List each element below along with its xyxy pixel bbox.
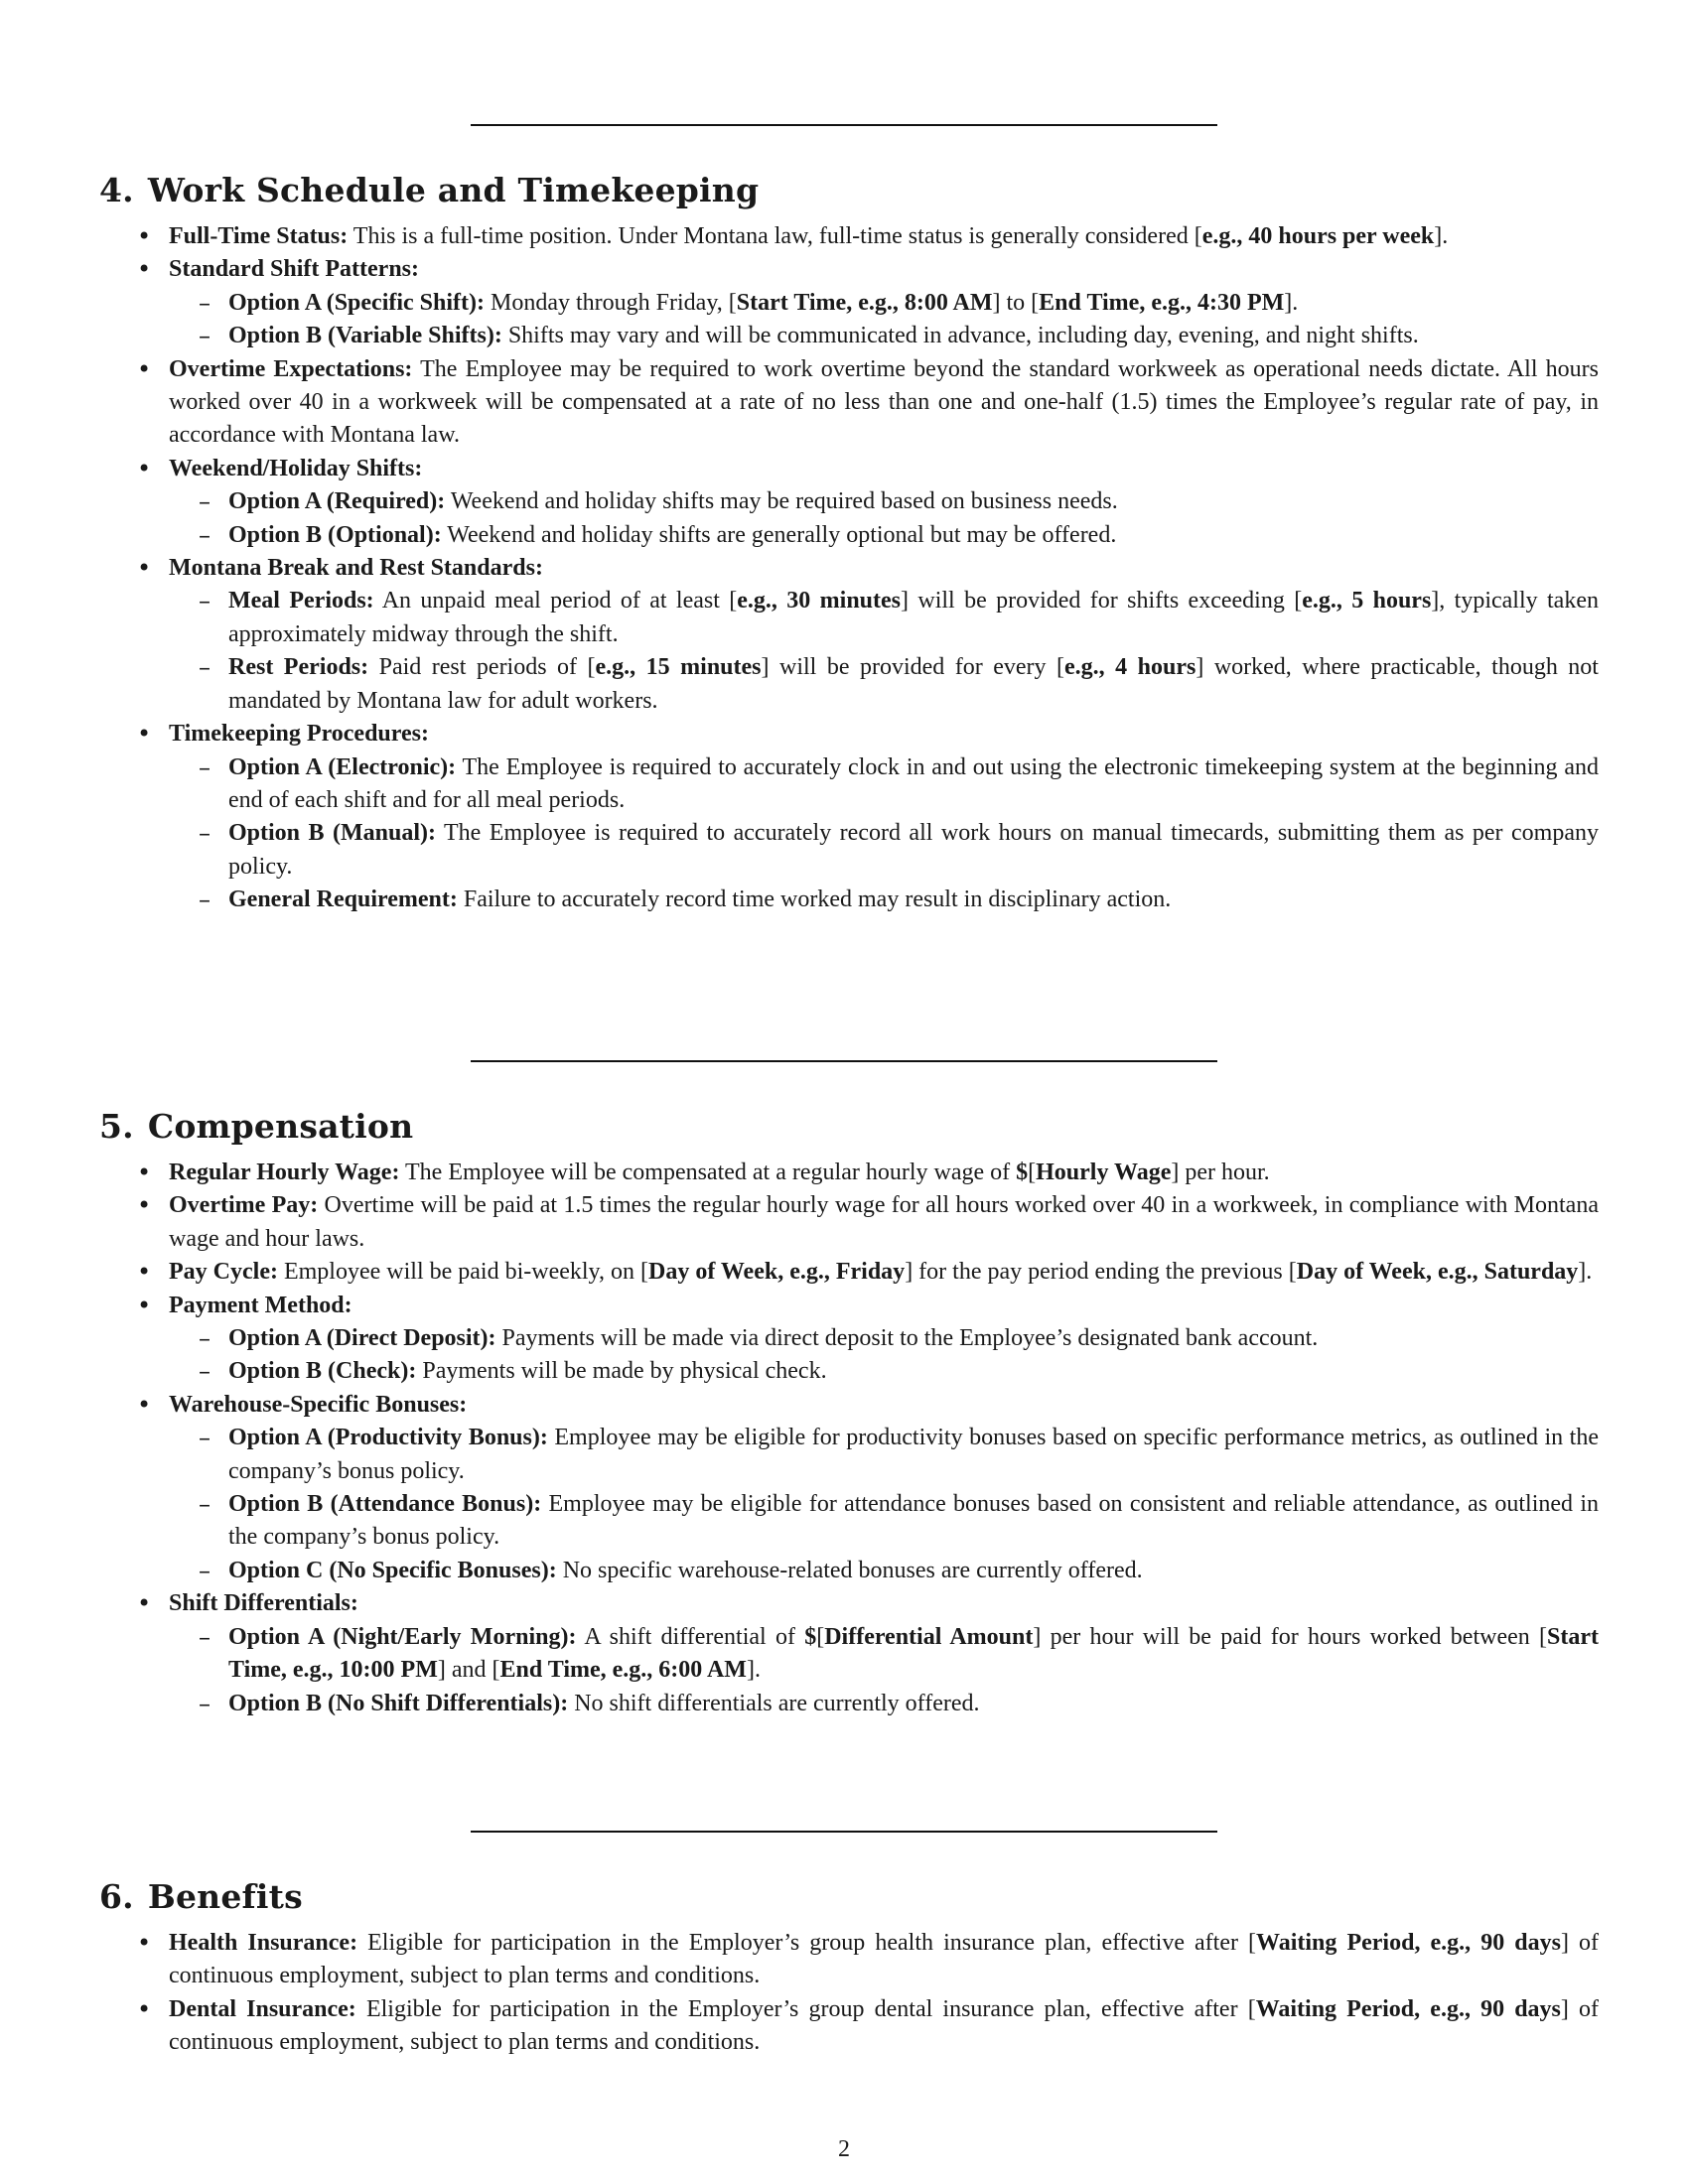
bullet-list [99,1157,1599,1720]
sub-list-item: – Option A (Night/Early Morning): A shift differential of $[Differential Amount] per hour will be paid for hours worked between [Start Time, e.g., 10:00 PM] and [End Time, e.g., 6:00 AM]. [169,1621,1599,1688]
sub-list [169,485,1599,552]
sub-list [169,1322,1599,1389]
sub-list-item: – Option B (Manual): The Employee is required to accurately record all work hours on manual timecards, submitting them as per company policy. [169,817,1599,884]
sub-list-item: – Option B (Check): Payments will be made by physical check. [169,1355,1599,1388]
sub-list-item: – Option B (Variable Shifts): Shifts may vary and will be communicated in advance, including day, evening, and night shifts. [169,320,1599,352]
page-number: 2 [838,2136,850,2162]
sub-list [169,287,1599,353]
sub-list-item: – Option A (Direct Deposit): Payments will be made via direct deposit to the Employee’s designated bank account. [169,1322,1599,1355]
bullet-list [99,220,1599,917]
list-item: • Payment Method: – Option A (Direct Deposit): Payments will be made via direct deposit to the Employee’s designated bank account. – Option B (Check): Payments will be made by physical check. [99,1290,1599,1389]
horizontal-rule [471,1831,1217,1833]
horizontal-rule [471,124,1217,126]
sub-list-item: – Option B (Optional): Weekend and holiday shifts are generally optional but may be offered. [169,519,1599,552]
sub-list-item: – Option A (Required): Weekend and holiday shifts may be required based on business needs. [169,485,1599,518]
list-item: • Health Insurance: Eligible for participation in the Employer’s group health insurance plan, effective after [Waiting Period, e.g., 90 days] of continuous employment, subject to plan terms and conditions. [99,1927,1599,1993]
section-heading: 5. Compensation [99,1107,414,1146]
horizontal-rule [471,1060,1217,1062]
list-item: • Pay Cycle: Employee will be paid bi-weekly, on [Day of Week, e.g., Friday] for the pay period ending the previous [Day of Week, e.g., Saturday]. [99,1256,1599,1289]
sub-list-item: – Rest Periods: Paid rest periods of [e.g., 15 minutes] will be provided for every [e.g., 4 hours] worked, where practicable, though not mandated by Montana law for adult workers. [169,651,1599,718]
sub-list [169,585,1599,718]
list-item: • Weekend/Holiday Shifts: – Option A (Required): Weekend and holiday shifts may be required based on business needs. – Option B (Optional): Weekend and holiday shifts are generally optional but may be offered. [99,453,1599,552]
bullet-list [99,1927,1599,2060]
sub-list-item: – General Requirement: Failure to accurately record time worked may result in disciplinary action. [169,884,1599,916]
list-item: • Full-Time Status: This is a full-time position. Under Montana law, full-time status is generally considered [e.g., 40 hours per week]. [99,220,1599,253]
sub-list-item: – Option A (Electronic): The Employee is required to accurately clock in and out using the electronic timekeeping system at the beginning and end of each shift and for all meal periods. [169,751,1599,818]
sub-list-item: – Option A (Specific Shift): Monday through Friday, [Start Time, e.g., 8:00 AM] to [End Time, e.g., 4:30 PM]. [169,287,1599,320]
list-item: • Dental Insurance: Eligible for participation in the Employer’s group dental insurance plan, effective after [Waiting Period, e.g., 90 days] of continuous employment, subject to plan terms and conditions. [99,1993,1599,2060]
list-item: • Standard Shift Patterns: – Option A (Specific Shift): Monday through Friday, [Start Time, e.g., 8:00 AM] to [End Time, e.g., 4:30 PM]. – Option B (Variable Shifts): Shifts may vary and will be communicated in advance, including day, evening, and night shifts. [99,253,1599,352]
section-heading: 4. Work Schedule and Timekeeping [99,171,760,209]
list-item: • Overtime Pay: Overtime will be paid at 1.5 times the regular hourly wage for all hours worked over 40 in a workweek, in compliance with Montana wage and hour laws. [99,1189,1599,1256]
list-item: • Montana Break and Rest Standards: – Meal Periods: An unpaid meal period of at least [e.g., 30 minutes] will be provided for shifts exceeding [e.g., 5 hours], typically taken approximately midway through the shift. – Rest Periods: Paid rest periods of [e.g., 15 minutes] will be provided for every [e.g., 4 hours] worked, where practicable, though not mandated by Montana law for adult workers. [99,552,1599,718]
sub-list-item: – Option A (Productivity Bonus): Employee may be eligible for productivity bonuses based on specific performance metrics, as outlined in the company’s bonus policy. [169,1422,1599,1488]
section-work-schedule [99,171,1599,917]
section-heading: 6. Benefits [99,1877,303,1916]
section-benefits [99,1877,1599,2060]
list-item: • Timekeeping Procedures: – Option A (Electronic): The Employee is required to accurately clock in and out using the electronic timekeeping system at the beginning and end of each shift and for all meal periods. – Option B (Manual): The Employee is required to accurately record all work hours on manual timecards, submitting them as per company policy. – General Requirement: Failure to accurately record time worked may result in disciplinary action. [99,718,1599,916]
list-item: • Warehouse-Specific Bonuses: – Option A (Productivity Bonus): Employee may be eligible for productivity bonuses based on specific performance metrics, as outlined in the company’s bonus policy. – Option B (Attendance Bonus): Employee may be eligible for attendance bonuses based on consistent and reliable attendance, as outlined in the company’s bonus policy. – Option C (No Specific Bonuses): No specific warehouse-related bonuses are currently offered. [99,1389,1599,1587]
sub-list-item: – Option C (No Specific Bonuses): No specific warehouse-related bonuses are currently offered. [169,1555,1599,1587]
sub-list-item: – Option B (No Shift Differentials): No shift differentials are currently offered. [169,1688,1599,1720]
list-item: • Overtime Expectations: The Employee may be required to work overtime beyond the standard workweek as operational needs dictate. All hours worked over 40 in a workweek will be compensated at a rate of no less than one and one-half (1.5) times the Employee’s regular rate of pay, in accordance with Montana law. [99,353,1599,453]
section-compensation [99,1107,1599,1720]
sub-list [169,1621,1599,1720]
sub-list-item: – Meal Periods: An unpaid meal period of at least [e.g., 30 minutes] will be provided for shifts exceeding [e.g., 5 hours], typically taken approximately midway through the shift. [169,585,1599,651]
sub-list [169,751,1599,917]
sub-list-item: – Option B (Attendance Bonus): Employee may be eligible for attendance bonuses based on consistent and reliable attendance, as outlined in the company’s bonus policy. [169,1488,1599,1555]
list-item: • Shift Differentials: – Option A (Night/Early Morning): A shift differential of $[Differential Amount] per hour will be paid for hours worked between [Start Time, e.g., 10:00 PM] and [End Time, e.g., 6:00 AM]. – Option B (No Shift Differentials): No shift differentials are currently offered. [99,1587,1599,1720]
list-item: • Regular Hourly Wage: The Employee will be compensated at a regular hourly wage of $[Hourly Wage] per hour. [99,1157,1599,1189]
sub-list [169,1422,1599,1587]
